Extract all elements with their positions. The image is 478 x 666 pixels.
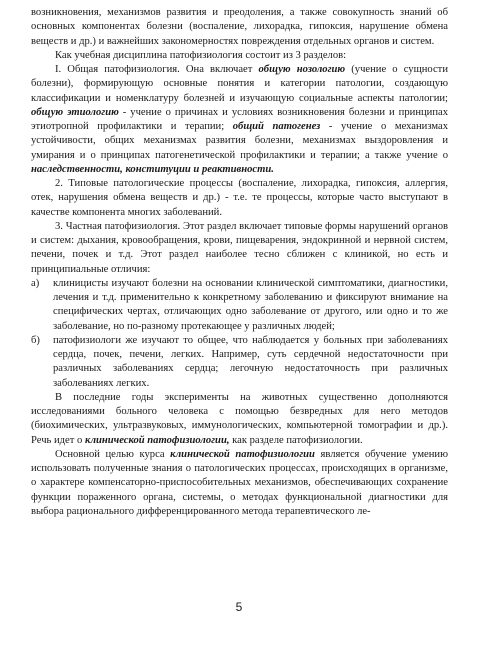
term-heredity-constitution-reactivity: наследственности, конституции и реактивности. bbox=[31, 163, 274, 175]
section-3-special-pathophysiology: 3. Частная патофизиология. Этот раздел включает типовые формы нарушений органов и систем: дыхания, кровообращения, крови, пищеварения, эндокринной и нервной систем, печени, почек и т.д. Этот раздел наиболее тесно сближен с клиникой, но есть и принципиальные отличия: bbox=[31, 220, 448, 275]
list-item-a bbox=[31, 277, 448, 334]
text-run: является обучение умению использовать полученные знания о патологических процессах, происходящих в организме, о характере компенсаторно-приспособительных механизмов, обеспечивающих сохранение функции пораженного органа, системы, о методах функциональной диагностики для выбора рационального дифференцированного метода терапевтического ле- bbox=[31, 448, 448, 517]
list-marker: а) bbox=[31, 277, 40, 289]
text-run: - учение о причинах и условиях возникновения болезни и принципах этиотропной профилактики и терапии; bbox=[31, 106, 448, 132]
list-item-b bbox=[31, 334, 448, 391]
text-run: I. Общая патофизиология. Она включает bbox=[55, 64, 259, 75]
term-general-nosology: общую нозологию bbox=[258, 64, 346, 75]
text-run: - учение о механизмах устойчивости, общих механизмах развития болезни, механизмах выздоровления и умирания и о принципах патогенетической профилактики и терапии; а также учение о bbox=[31, 121, 448, 161]
page-number: 5 bbox=[235, 600, 243, 614]
paragraph-experiments bbox=[31, 391, 448, 448]
list-item-text: клиницисты изучают болезни на основании клинической симптоматики, диагностики, лечения и т.д. применительно к конкретному заболеванию и фиксируют внимание на специфических чертах, отличающих одно заболевание от другого, или одно и то же заболевание, но по-разному протекающее у различных людей; bbox=[53, 277, 448, 332]
section-2-typical-processes: 2. Типовые патологические процессы (воспаление, лихорадка, гипоксия, аллергия, отек, нарушения обмена веществ и др.) - т.е. те процессы, которые часто выступают в качестве компонента многих заболеваний. bbox=[31, 178, 448, 218]
paragraph-sections: Как учебная дисциплина патофизиология состоит из 3 разделов: bbox=[55, 49, 347, 61]
paragraph-intro: возникновения, механизмов развития и преодоления, а также совокупность знаний об основных компонентах болезни (воспаление, лихорадка, гипоксия, нарушение обмена веществ и др.) и важнейших закономерностях повреждения отдельных органов и систем. bbox=[31, 7, 448, 47]
list-item-text: патофизиологи же изучают то общее, что наблюдается у больных при заболеваниях сердца, почек, печени, легких. Например, суть сердечной недостаточности при различных заболеваниях сердца; легочную недостаточность при различных заболеваниях легких. bbox=[53, 334, 448, 389]
document-page bbox=[31, 6, 448, 519]
section-1-general-pathophysiology bbox=[31, 63, 448, 177]
text-run: Основной целью курса bbox=[55, 448, 171, 460]
term-general-etiology: общую этиологию bbox=[31, 106, 119, 118]
list-marker: б) bbox=[31, 334, 40, 346]
text-run: В последние годы эксперименты на животных существенно дополняются исследованиями больного человека с помощью безвредных для него методов (биохимических, ультразвуковых, иммунологических, компьютерной томографии и др.). Речь идет о bbox=[31, 391, 448, 446]
term-clinical-pathophysiology: клинической патофизиологии bbox=[170, 448, 315, 460]
paragraph-course-goal bbox=[31, 448, 448, 519]
text-run: (учение о сущности болезни), формирующую основные понятия и категории патологии, создающую классификации и номенклатуру болезней и изучающую социальные аспекты патологии; bbox=[31, 64, 448, 104]
text-run: как разделе патофизиологии. bbox=[229, 434, 363, 446]
term-general-pathogenesis: общий патогенез bbox=[232, 121, 321, 132]
term-clinical-pathophysiology: клинической патофизиологии, bbox=[84, 434, 230, 446]
